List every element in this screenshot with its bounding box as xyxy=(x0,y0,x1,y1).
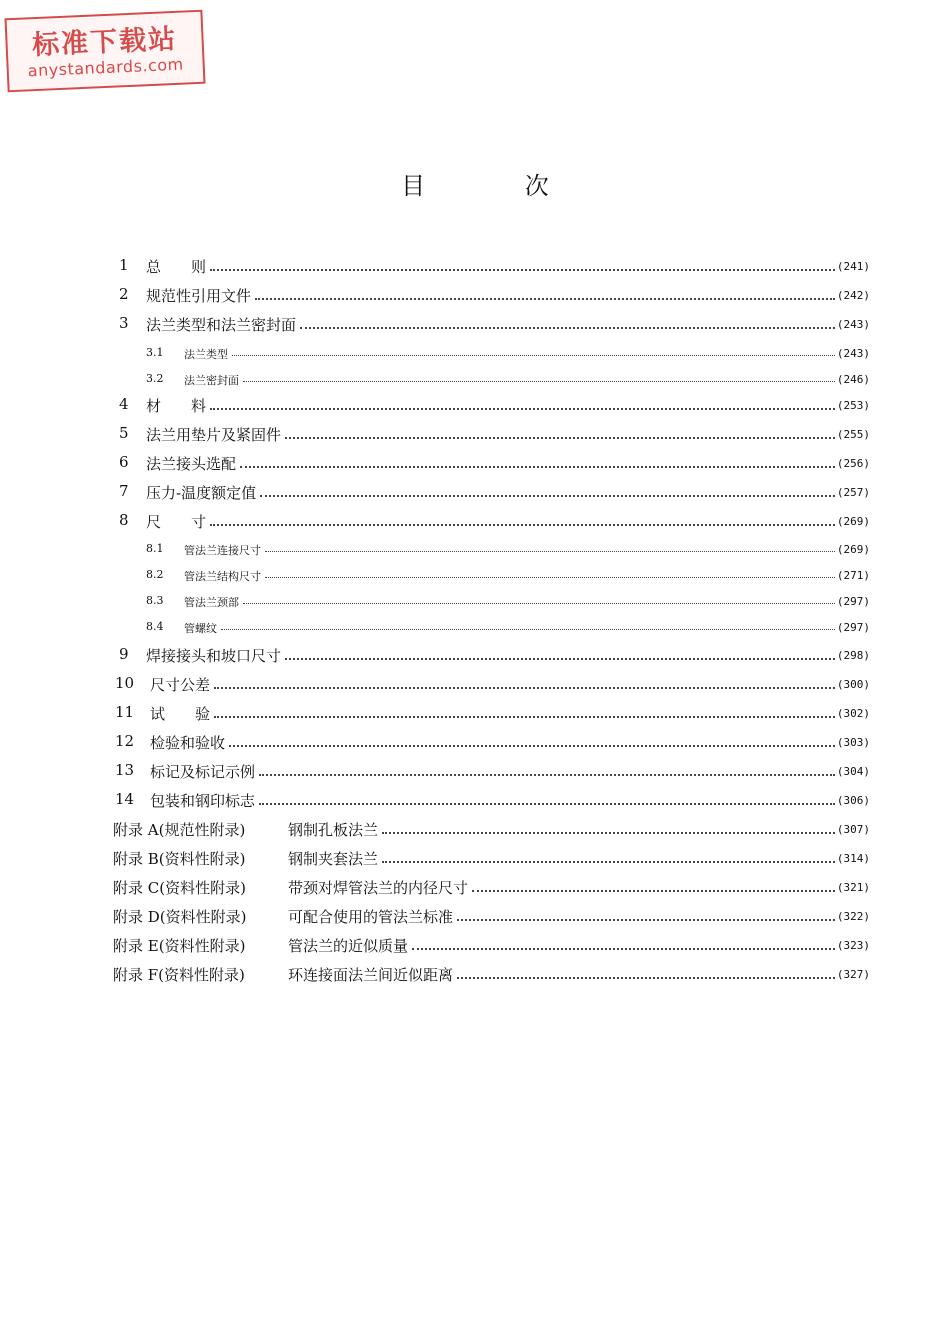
toc-leader-dots xyxy=(243,381,835,382)
toc-entry[interactable] xyxy=(0,539,950,561)
toc-entry-title: 带颈对焊管法兰的内径尺寸 xyxy=(288,879,469,897)
toc-entry-title: 管法兰结构尺寸 xyxy=(184,570,261,583)
toc-entry[interactable] xyxy=(0,703,950,725)
toc-entry-title: 包装和钢印标志 xyxy=(150,792,256,810)
toc-page-number: (241) xyxy=(836,260,870,273)
toc-leader-dots xyxy=(259,774,835,776)
toc-leader-dots xyxy=(229,745,835,747)
toc-entry-number: 5 xyxy=(119,424,129,442)
toc-entry[interactable] xyxy=(0,565,950,587)
toc-entry[interactable] xyxy=(0,906,950,928)
toc-entry-title: 管法兰颈部 xyxy=(184,596,239,609)
toc-entry[interactable] xyxy=(0,674,950,696)
toc-leader-dots xyxy=(259,803,835,805)
toc-entry-title: 管法兰的近似质量 xyxy=(288,937,409,955)
toc-leader-dots xyxy=(210,269,835,271)
toc-entry-title: 尺寸公差 xyxy=(150,676,211,694)
toc-entry-number: 附录 F(资料性附录) xyxy=(113,966,245,984)
toc-entry-number: 2 xyxy=(119,285,129,303)
toc-leader-dots xyxy=(457,919,835,921)
toc-entry-title: 环连接面法兰间近似距离 xyxy=(288,966,454,984)
toc-entry-number: 附录 A(规范性附录) xyxy=(113,821,246,839)
toc-page-number: (242) xyxy=(836,289,870,302)
stamp-chinese-text: 标准下载站 xyxy=(31,23,178,62)
toc-entry-number: 附录 C(资料性附录) xyxy=(113,879,246,897)
toc-entry[interactable] xyxy=(0,617,950,639)
toc-page-number: (257) xyxy=(836,486,870,499)
toc-entry-title: 材 料 xyxy=(146,397,207,415)
toc-page-number: (314) xyxy=(836,852,870,865)
toc-page-number: (297) xyxy=(836,595,870,608)
toc-entry-number: 8.4 xyxy=(146,620,164,633)
toc-entry-number: 4 xyxy=(119,395,129,413)
toc-leader-dots xyxy=(214,716,835,718)
toc-entry[interactable] xyxy=(0,511,950,533)
toc-leader-dots xyxy=(232,355,835,356)
toc-page-number: (304) xyxy=(836,765,870,778)
toc-entry[interactable] xyxy=(0,343,950,365)
toc-entry-number: 6 xyxy=(119,453,129,471)
toc-leader-dots xyxy=(255,298,835,300)
toc-entry-title: 管法兰连接尺寸 xyxy=(184,544,261,557)
toc-entry-number: 附录 E(资料性附录) xyxy=(113,937,246,955)
toc-entry-title: 焊接接头和坡口尺寸 xyxy=(146,647,282,665)
toc-leader-dots xyxy=(243,603,835,604)
toc-page-number: (306) xyxy=(836,794,870,807)
toc-entry[interactable] xyxy=(0,848,950,870)
toc-entry-number: 11 xyxy=(115,703,135,721)
toc-page-number: (243) xyxy=(836,318,870,331)
toc-entry[interactable] xyxy=(0,819,950,841)
toc-entry-number: 3 xyxy=(119,314,129,332)
toc-entry-number: 附录 D(资料性附录) xyxy=(113,908,247,926)
toc-page-number: (307) xyxy=(836,823,870,836)
toc-entry[interactable] xyxy=(0,285,950,307)
toc-entry-number: 1 xyxy=(119,256,129,274)
toc-entry[interactable] xyxy=(0,645,950,667)
toc-entry[interactable] xyxy=(0,732,950,754)
toc-entry-number: 3.2 xyxy=(146,372,164,385)
toc-entry[interactable] xyxy=(0,877,950,899)
toc-entry-number: 7 xyxy=(119,482,129,500)
watermark-stamp xyxy=(4,10,205,93)
toc-leader-dots xyxy=(221,629,835,630)
toc-entry-title: 法兰接头选配 xyxy=(146,455,237,473)
toc-leader-dots xyxy=(457,977,835,979)
toc-leader-dots xyxy=(285,437,835,439)
toc-entry-title: 标记及标记示例 xyxy=(150,763,256,781)
toc-page-number: (327) xyxy=(836,968,870,981)
toc-entry[interactable] xyxy=(0,424,950,446)
toc-entry-title: 法兰密封面 xyxy=(184,374,239,387)
toc-entry-number: 8.1 xyxy=(146,542,164,555)
page-title: 目 次 xyxy=(401,172,595,200)
toc-entry-number: 8 xyxy=(119,511,129,529)
toc-leader-dots xyxy=(265,577,835,578)
toc-entry-title: 检验和验收 xyxy=(150,734,226,752)
toc-entry-title: 试 验 xyxy=(150,705,211,723)
toc-page-number: (256) xyxy=(836,457,870,470)
toc-page-number: (253) xyxy=(836,399,870,412)
toc-entry[interactable] xyxy=(0,482,950,504)
toc-entry[interactable] xyxy=(0,935,950,957)
toc-entry[interactable] xyxy=(0,761,950,783)
toc-entry[interactable] xyxy=(0,256,950,278)
toc-page-number: (255) xyxy=(836,428,870,441)
stamp-website-text: anystandards.com xyxy=(27,54,185,81)
toc-page-number: (321) xyxy=(836,881,870,894)
toc-page-number: (300) xyxy=(836,678,870,691)
toc-entry-title: 可配合使用的管法兰标准 xyxy=(288,908,454,926)
toc-leader-dots xyxy=(210,524,835,526)
toc-entry-number: 8.2 xyxy=(146,568,164,581)
toc-entry-number: 附录 B(资料性附录) xyxy=(113,850,246,868)
toc-page-number: (302) xyxy=(836,707,870,720)
toc-entry-title: 钢制夹套法兰 xyxy=(288,850,379,868)
toc-entry[interactable] xyxy=(0,453,950,475)
toc-entry-title: 尺 寸 xyxy=(146,513,207,531)
toc-page-number: (271) xyxy=(836,569,870,582)
toc-entry-title: 法兰类型和法兰密封面 xyxy=(146,316,297,334)
toc-entry-number: 10 xyxy=(115,674,135,692)
toc-leader-dots xyxy=(265,551,835,552)
toc-entry-number: 8.3 xyxy=(146,594,164,607)
toc-leader-dots xyxy=(382,861,835,863)
toc-entry[interactable] xyxy=(0,790,950,812)
toc-entry-number: 14 xyxy=(115,790,135,808)
toc-leader-dots xyxy=(260,495,835,497)
toc-page-number: (323) xyxy=(836,939,870,952)
toc-page-number: (269) xyxy=(836,543,870,556)
toc-page-number: (322) xyxy=(836,910,870,923)
toc-entry[interactable] xyxy=(0,591,950,613)
toc-leader-dots xyxy=(210,408,835,410)
toc-leader-dots xyxy=(240,466,835,468)
toc-entry-number: 12 xyxy=(115,732,135,750)
toc-leader-dots xyxy=(285,658,835,660)
toc-entry[interactable] xyxy=(0,314,950,336)
toc-leader-dots xyxy=(382,832,835,834)
toc-entry-number: 13 xyxy=(115,761,135,779)
toc-entry[interactable] xyxy=(0,369,950,391)
toc-page-number: (269) xyxy=(836,515,870,528)
toc-page-number: (246) xyxy=(836,373,870,386)
toc-entry-title: 总 则 xyxy=(146,258,207,276)
toc-entry-title: 规范性引用文件 xyxy=(146,287,252,305)
toc-entry[interactable] xyxy=(0,964,950,986)
toc-entry-number: 3.1 xyxy=(146,346,164,359)
toc-page-number: (297) xyxy=(836,621,870,634)
toc-leader-dots xyxy=(412,948,835,950)
toc-entry-title: 法兰类型 xyxy=(184,348,228,361)
toc-entry[interactable] xyxy=(0,395,950,417)
toc-leader-dots xyxy=(472,890,835,892)
toc-leader-dots xyxy=(214,687,835,689)
toc-entry-title: 管螺纹 xyxy=(184,622,217,635)
toc-entry-number: 9 xyxy=(119,645,129,663)
toc-page-number: (303) xyxy=(836,736,870,749)
toc-entry-title: 钢制孔板法兰 xyxy=(288,821,379,839)
toc-leader-dots xyxy=(300,327,835,329)
toc-page-number: (298) xyxy=(836,649,870,662)
toc-entry-title: 压力-温度额定值 xyxy=(146,484,257,502)
toc-entry-title: 法兰用垫片及紧固件 xyxy=(146,426,282,444)
toc-page-number: (243) xyxy=(836,347,870,360)
